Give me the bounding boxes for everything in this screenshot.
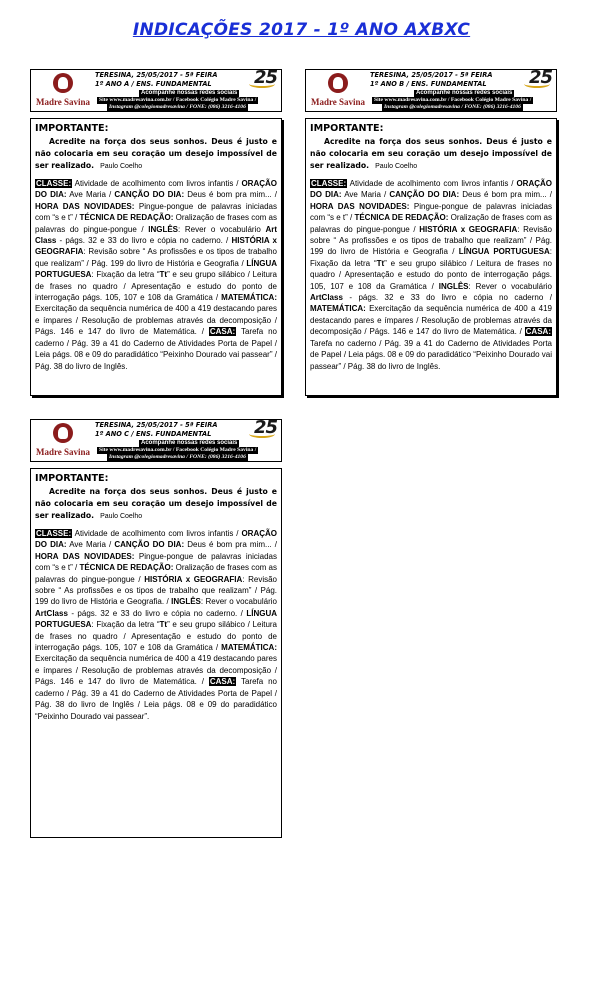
section-label: CLASSE: [36, 179, 72, 188]
content-text: Pingue-pongue de palavras iniciadas com “s e t” / [35, 201, 277, 223]
content-text: ” e seu grupo silábico / Leitura de frases no quadro / Apresentação e estudo do ponto de interrogação págs. 105, 107 e 108 da Gramática / [35, 270, 278, 303]
section-label: CLASSE: [36, 529, 72, 538]
content-text: - págs. 32 e 33 do livro e cópia no caderno. / [56, 236, 232, 246]
section-label: Tt [159, 270, 168, 280]
card-body [30, 468, 282, 838]
section-label: HORA DAS NOVIDADES: [310, 201, 410, 211]
quote-author: Paulo Coelho [100, 163, 143, 170]
social-bar: Acompanhe nossas redes sociais [141, 440, 238, 446]
card-body [30, 118, 282, 396]
content-text: Oralização de frases com as palavras do pingue-pongue / [35, 563, 277, 584]
section-label: CANÇÃO DO DIA: [114, 190, 185, 200]
section-label: Art Class [35, 224, 277, 246]
content-text: Tarefa no caderno / Pág. 39 a 41 do Caderno de Atividades Porta de Papel / Leia págs. 08 e 09 do paradidático “Peixinho Dourado vai passear” / Pág. 38 do livro de Inglês. [35, 327, 277, 371]
content-text: Deus é bom pra mim... / [459, 190, 552, 200]
content-text: Tarefa no caderno / Pág. 39 a 41 do Caderno de Atividades Porta de Papel / Pág. 38 do livro de Inglês / Leia págs. 08 e 09 do paradidático “Peixinho Dourado vai passear”. [35, 677, 277, 721]
date-line: TERESINA, 25/05/2017 - 5ª FEIRA [370, 71, 493, 79]
content-text: : Rever o vocabulário [178, 224, 266, 234]
card-content [35, 178, 277, 372]
content-text: Exercitação da sequência numérica de 400 a 419 destacando pares e ímpares / Resolução de problemas através da decomposição / Págs. 146 e 147 do livro de Matemática. / [310, 304, 552, 337]
section-label: ORAÇÃO DO DIA: [35, 529, 277, 550]
instagram-bar: Instagram @colegiomadresavina / FONE: (086) 3216-4106 [384, 104, 521, 110]
section-label: HISTÓRIA x GEOGRAFIA [144, 574, 243, 584]
content-text: : Fixação da letra “ [91, 620, 160, 630]
card-content [310, 178, 552, 372]
section-label: MATEMÁTICA: [310, 304, 366, 314]
quote: Acredite na força dos seus sonhos. Deus é justo e não colocaria em seu coração um desejo impossível de ser realizado. Paulo Coelho [35, 487, 277, 520]
site-bar: Site www.madresavina.com.br / Facebook Colégio Madre Savina / [99, 97, 257, 103]
date-line: TERESINA, 25/05/2017 - 5ª FEIRA [95, 421, 218, 429]
content-text: Atividade de acolhimento com livros infantis / [347, 179, 517, 188]
important-title: IMPORTANTE: [310, 123, 384, 134]
instagram-bar: Instagram @colegiomadresavina / FONE: (086) 3216-4106 [109, 104, 246, 110]
content-text: Pingue-pongue de palavras iniciadas com “s e t” / [35, 551, 277, 573]
section-label: TÉCNICA DE REDAÇÃO: [79, 213, 174, 223]
content-text: Atividade de acolhimento com livros infantis / [72, 179, 242, 188]
section-label: TÉCNICA DE REDAÇÃO: [354, 213, 449, 223]
content-text: Atividade de acolhimento com livros infantis / [72, 529, 242, 538]
school-logo [33, 422, 93, 459]
logo-text: Madre Savina [35, 447, 91, 457]
instagram-bar: Instagram @colegiomadresavina / FONE: (086) 3216-4106 [109, 454, 246, 460]
class-line: 1º ANO C / ENS. FUNDAMENTAL [95, 430, 212, 438]
content-text: Ave Maria / [341, 190, 390, 200]
social-bar: Acompanhe nossas redes sociais [141, 90, 238, 96]
date-line: TERESINA, 25/05/2017 - 5ª FEIRA [95, 71, 218, 79]
card-header [30, 69, 282, 112]
content-text: Deus é bom pra mim... / [184, 540, 277, 550]
important-title: IMPORTANTE: [35, 123, 109, 134]
content-text: Pingue-pongue de palavras iniciadas com “s e t” / [310, 201, 552, 223]
content-text: : Revisão sobre “ As profissões e os tipos de trabalho que realizam” / Pág. 199 do livro de História e Geografia. / [35, 574, 277, 607]
section-label: ArtClass [310, 293, 343, 303]
content-text: Oralização de frases com as palavras do pingue-pongue / [35, 213, 277, 234]
important-title: IMPORTANTE: [35, 473, 109, 484]
section-label: CASA: [209, 327, 236, 337]
section-label: Tt [159, 620, 168, 630]
content-text: Exercitação da sequência numérica de 400 a 419 destacando pares e ímpares / Resolução de problemas através da decomposição / Págs. 146 e 147 do livro de Matemática. / [35, 654, 277, 687]
section-label: MATEMÁTICA: [221, 293, 277, 303]
site-bar: Site www.madresavina.com.br / Facebook Colégio Madre Savina / [99, 447, 257, 453]
card-header [30, 419, 282, 462]
content-text: Ave Maria / [66, 190, 115, 200]
card-body [305, 118, 557, 396]
section-label: LÍNGUA PORTUGUESA [458, 247, 550, 257]
content-text: : Rever o vocabulário [468, 281, 553, 291]
quote: Acredite na força dos seus sonhos. Deus é justo e não colocaria em seu coração um desejo impossível de ser realizado. Paulo Coelho [35, 137, 277, 170]
content-text: - págs. 32 e 33 do livro e cópia no caderno. / [67, 608, 247, 618]
content-text: : Fixação da letra “ [310, 247, 552, 268]
section-label: ORAÇÃO DO DIA: [310, 179, 552, 200]
section-label: LÍNGUA PORTUGUESA [35, 608, 277, 630]
school-logo [33, 72, 93, 109]
quote-author: Paulo Coelho [375, 163, 418, 170]
section-label: HISTÓRIA x GEOGRAFIA [35, 236, 277, 257]
section-label: Tt [376, 258, 385, 268]
content-text: : Rever o vocabulário [200, 597, 277, 607]
section-label: CASA: [209, 677, 236, 687]
class-line: 1º ANO B / ENS. FUNDAMENTAL [370, 80, 487, 88]
site-bar: Site www.madresavina.com.br / Facebook Colégio Madre Savina / [374, 97, 532, 103]
section-label: ORAÇÃO DO DIA: [35, 179, 277, 200]
school-logo [308, 72, 368, 109]
content-text: : Fixação da letra “ [91, 270, 160, 280]
content-text: : Revisão sobre “ As profissões e os tipos de trabalho que realizam” / Pág. 199 do livro de História e Geografia / [35, 247, 277, 268]
logo-text: Madre Savina [310, 97, 366, 107]
card-content [35, 528, 277, 722]
content-text: Ave Maria / [66, 540, 115, 550]
class-line: 1º ANO A / ENS. FUNDAMENTAL [95, 80, 212, 88]
section-label: INGLÊS [148, 224, 179, 234]
quote: Acredite na força dos seus sonhos. Deus é justo e não colocaria em seu coração um desejo impossível de ser realizado. Paulo Coelho [310, 137, 552, 170]
content-text: - págs. 32 e 33 do livro e cópia no caderno / [342, 293, 552, 303]
content-text: Deus é bom pra mim... / [184, 190, 277, 200]
social-bar: Acompanhe nossas redes sociais [416, 90, 513, 96]
anniversary-badge: 25 [247, 71, 277, 89]
card-header [305, 69, 557, 112]
page-title: INDICAÇÕES 2017 - 1º ANO AXBXC [132, 20, 471, 40]
content-text: Exercitação da sequência numérica de 400 a 419 destacando pares e ímpares / Resolução de problemas através da decomposição / Págs. 146 e 147 do livro de Matemática. / [35, 304, 277, 337]
section-label: CLASSE: [311, 179, 347, 188]
content-text: Tarefa no caderno / Pág. 39 a 41 do Caderno de Atividades Porta de Papel / Leia págs. 08 e 09 do paradidático “Peixinho Dourado vai passear” / Pág. 38 do livro de Inglês. [310, 338, 552, 371]
content-text: Oralização de frases com as palavras do pingue-pongue / [310, 213, 552, 234]
section-label: CASA: [525, 327, 551, 337]
anniversary-badge: 25 [522, 71, 552, 89]
section-label: ArtClass [35, 608, 68, 618]
section-label: CANÇÃO DO DIA: [114, 540, 185, 550]
content-text: ” e seu grupo silábico / Leitura de frases no quadro / Apresentação e estudo do ponto de interrogação págs. 105, 107 e 108 da Gramática / [310, 258, 552, 291]
section-label: TÉCNICA DE REDAÇÃO: [79, 563, 174, 573]
quote-author: Paulo Coelho [100, 513, 143, 520]
section-label: HORA DAS NOVIDADES: [35, 201, 135, 211]
section-label: INGLÊS [438, 281, 469, 291]
anniversary-badge: 25 [247, 421, 277, 439]
section-label: MATEMÁTICA: [221, 643, 277, 653]
content-text: : Revisão sobre “ As profissões e os tipos de trabalho que realizam” / Pág. 199 do livro de História e Geografia / [310, 224, 552, 257]
section-label: CANÇÃO DO DIA: [389, 190, 460, 200]
content-text: ” e seu grupo silábico / Leitura de frases no quadro / Apresentação e estudo do ponto de interrogação págs. 105, 107 e 108 da Gramática / [35, 620, 278, 653]
section-label: HISTÓRIA x GEOGRAFIA [419, 224, 518, 234]
section-label: HORA DAS NOVIDADES: [35, 551, 135, 561]
section-label: INGLÊS [171, 597, 201, 607]
section-label: LÍNGUA PORTUGUESA [35, 258, 277, 280]
logo-text: Madre Savina [35, 97, 91, 107]
